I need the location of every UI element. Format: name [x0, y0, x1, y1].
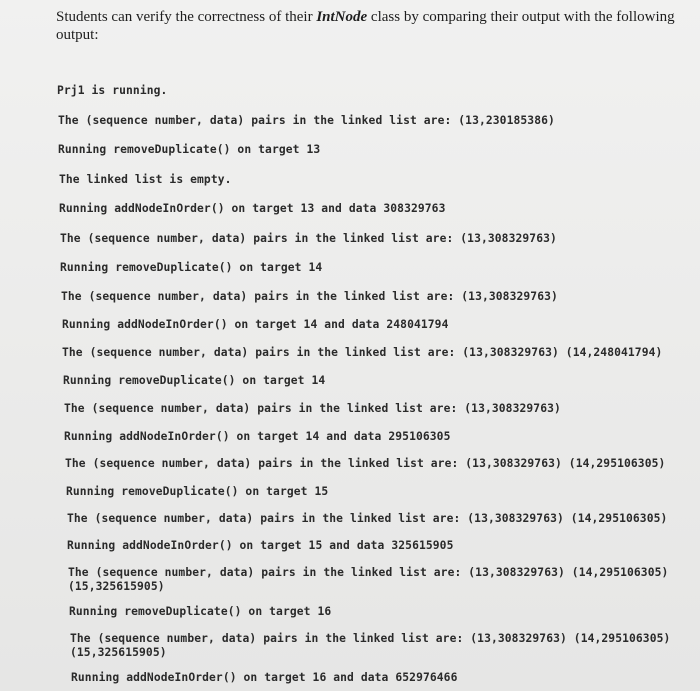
console-line: Running addNodeInOrder() on target 13 and data 308329763 — [59, 202, 446, 215]
intro-text-end: class by comparing their output with the following output: — [56, 9, 675, 43]
console-line: The (sequence number, data) pairs in the linked list are: (13,308329763) — [60, 232, 557, 245]
console-line: The (sequence number, data) pairs in the linked list are: (13,308329763) (14,248041794) — [62, 346, 663, 359]
intro-class-name: IntNode — [316, 9, 368, 25]
console-line: The (sequence number, data) pairs in the linked list are: (13,230185386) — [58, 114, 555, 127]
console-line: The (sequence number, data) pairs in the linked list are: (13,308329763) (14,295106305) (15,325615905) — [68, 566, 669, 593]
console-line: The (sequence number, data) pairs in the linked list are: (13,308329763) — [61, 290, 558, 303]
console-line: Running addNodeInOrder() on target 15 and data 325615905 — [67, 539, 454, 552]
console-line: Running removeDuplicate() on target 14 — [63, 374, 326, 387]
console-line: Running removeDuplicate() on target 14 — [60, 261, 323, 274]
console-line: The linked list is empty. — [59, 173, 232, 186]
console-line: Running removeDuplicate() on target 16 — [69, 605, 332, 618]
console-line: The (sequence number, data) pairs in the linked list are: (13,308329763) (14,295106305) — [65, 457, 666, 470]
console-line: Running addNodeInOrder() on target 16 and data 652976466 — [71, 671, 458, 684]
console-line: The (sequence number, data) pairs in the linked list are: (13,308329763) — [64, 402, 561, 415]
console-line: Running addNodeInOrder() on target 14 and data 248041794 — [62, 318, 449, 331]
console-line: Running addNodeInOrder() on target 14 and data 295106305 — [64, 430, 451, 443]
console-line: Prj1 is running. — [57, 84, 168, 97]
console-line: Running removeDuplicate() on target 15 — [66, 485, 329, 498]
intro-text-start: Students can verify the correctness of their — [56, 9, 317, 25]
console-line: The (sequence number, data) pairs in the linked list are: (13,308329763) (14,295106305) (15,325615905) — [70, 632, 671, 659]
console-line: Running removeDuplicate() on target 13 — [58, 143, 321, 156]
console-line: The (sequence number, data) pairs in the linked list are: (13,308329763) (14,295106305) — [67, 512, 668, 525]
